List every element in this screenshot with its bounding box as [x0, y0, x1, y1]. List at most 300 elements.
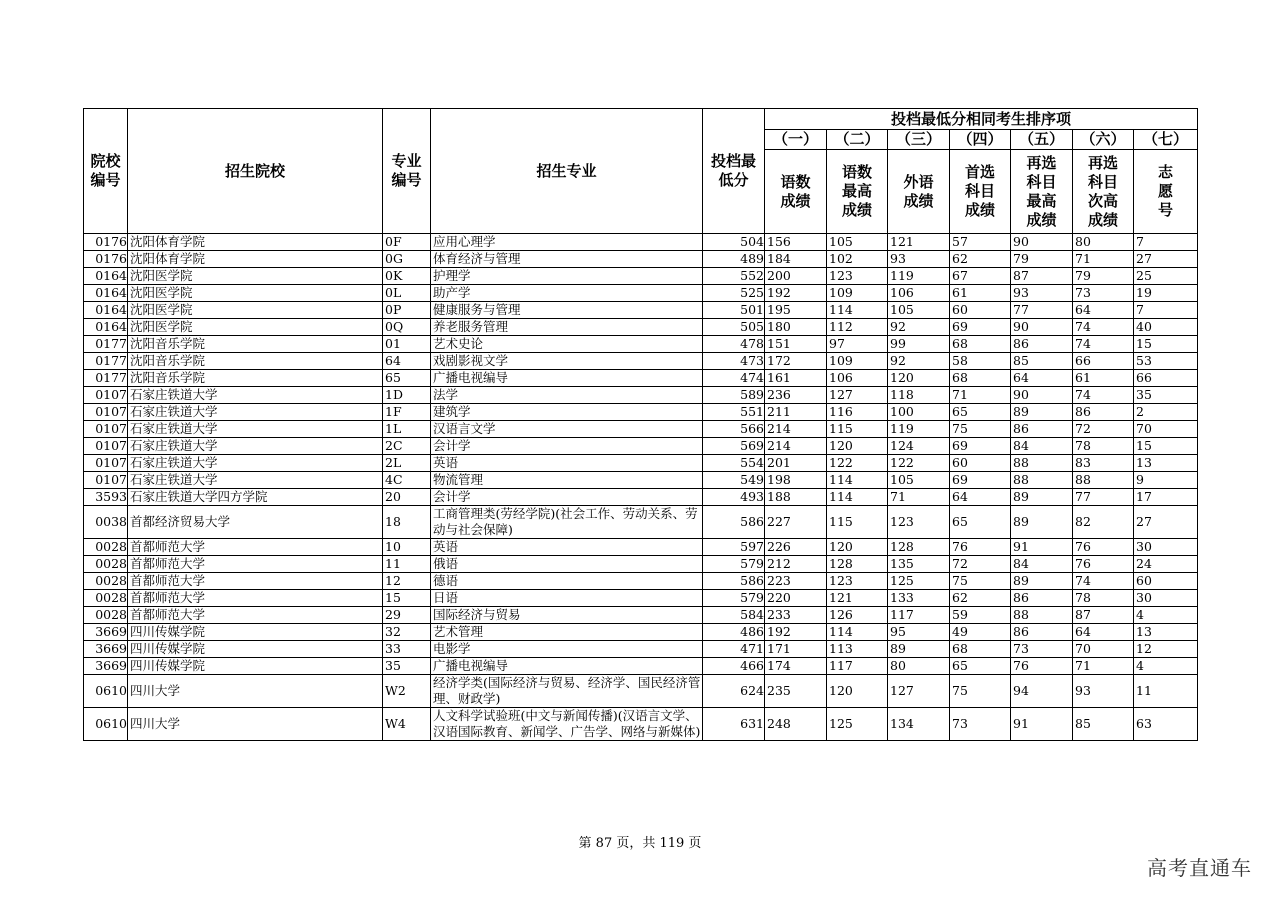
min-score-cell: 579	[703, 590, 765, 607]
rank-value-cell: 120	[827, 438, 888, 455]
major-name-cell: 德语	[431, 573, 703, 590]
school-name-cell: 首都师范大学	[128, 539, 383, 556]
rank-value-cell: 79	[1011, 251, 1073, 268]
major-name-cell: 广播电视编导	[431, 370, 703, 387]
rank-value-cell: 27	[1134, 251, 1198, 268]
table-row	[84, 455, 1198, 472]
rank-value-cell: 73	[950, 708, 1011, 741]
rank-value-cell: 72	[950, 556, 1011, 573]
rank-value-cell: 125	[888, 573, 950, 590]
table-row	[84, 387, 1198, 404]
rank-value-cell: 30	[1134, 539, 1198, 556]
min-score-cell: 489	[703, 251, 765, 268]
school-name-cell: 石家庄铁道大学	[128, 404, 383, 421]
rank-value-cell: 9	[1134, 472, 1198, 489]
school-code-cell: 0028	[84, 573, 128, 590]
header-rank-item: 志愿号	[1134, 150, 1198, 234]
school-code-cell: 0107	[84, 455, 128, 472]
rank-value-cell: 85	[1011, 353, 1073, 370]
major-name-cell: 养老服务管理	[431, 319, 703, 336]
rank-value-cell: 89	[1011, 404, 1073, 421]
min-score-cell: 493	[703, 489, 765, 506]
major-code-cell: 01	[383, 336, 431, 353]
table-row	[84, 302, 1198, 319]
table-row	[84, 708, 1198, 741]
rank-value-cell: 192	[765, 624, 827, 641]
table-row	[84, 539, 1198, 556]
rank-value-cell: 75	[950, 675, 1011, 708]
school-code-cell: 0164	[84, 268, 128, 285]
major-name-cell: 法学	[431, 387, 703, 404]
rank-value-cell: 88	[1011, 607, 1073, 624]
header-school-code: 院校编号	[84, 109, 128, 234]
major-code-cell: 0Q	[383, 319, 431, 336]
rank-value-cell: 87	[1073, 607, 1134, 624]
rank-value-cell: 114	[827, 472, 888, 489]
rank-value-cell: 88	[1011, 455, 1073, 472]
min-score-cell: 471	[703, 641, 765, 658]
rank-value-cell: 60	[950, 455, 1011, 472]
rank-value-cell: 64	[1011, 370, 1073, 387]
rank-value-cell: 120	[827, 539, 888, 556]
school-name-cell: 石家庄铁道大学	[128, 421, 383, 438]
school-name-cell: 石家庄铁道大学	[128, 438, 383, 455]
school-name-cell: 沈阳医学院	[128, 285, 383, 302]
header-rank-num: （四）	[950, 130, 1011, 150]
school-code-cell: 3669	[84, 658, 128, 675]
major-name-cell: 汉语言文学	[431, 421, 703, 438]
rank-value-cell: 63	[1134, 708, 1198, 741]
school-name-cell: 石家庄铁道大学	[128, 455, 383, 472]
header-major: 招生专业	[431, 109, 703, 234]
rank-value-cell: 88	[1011, 472, 1073, 489]
school-name-cell: 沈阳医学院	[128, 268, 383, 285]
rank-value-cell: 19	[1134, 285, 1198, 302]
rank-value-cell: 95	[888, 624, 950, 641]
table-row	[84, 573, 1198, 590]
header-rank-item: 语数最高成绩	[827, 150, 888, 234]
school-name-cell: 沈阳音乐学院	[128, 336, 383, 353]
rank-value-cell: 124	[888, 438, 950, 455]
header-rank-item: 语数成绩	[765, 150, 827, 234]
rank-value-cell: 105	[888, 472, 950, 489]
min-score-cell: 586	[703, 573, 765, 590]
table-row	[84, 268, 1198, 285]
header-rank-num: （六）	[1073, 130, 1134, 150]
rank-value-cell: 73	[1073, 285, 1134, 302]
rank-value-cell: 15	[1134, 336, 1198, 353]
rank-value-cell: 200	[765, 268, 827, 285]
major-code-cell: 18	[383, 506, 431, 539]
rank-value-cell: 79	[1073, 268, 1134, 285]
rank-value-cell: 126	[827, 607, 888, 624]
rank-value-cell: 84	[1011, 556, 1073, 573]
major-code-cell: 65	[383, 370, 431, 387]
school-name-cell: 沈阳体育学院	[128, 251, 383, 268]
header-school: 招生院校	[128, 109, 383, 234]
rank-value-cell: 90	[1011, 387, 1073, 404]
rank-value-cell: 127	[827, 387, 888, 404]
school-code-cell: 0028	[84, 556, 128, 573]
rank-value-cell: 74	[1073, 387, 1134, 404]
min-score-cell: 584	[703, 607, 765, 624]
school-code-cell: 0164	[84, 302, 128, 319]
rank-value-cell: 109	[827, 353, 888, 370]
major-name-cell: 工商管理类(劳经学院)(社会工作、劳动关系、劳动与社会保障)	[431, 506, 703, 539]
major-code-cell: 33	[383, 641, 431, 658]
rank-value-cell: 86	[1011, 624, 1073, 641]
major-code-cell: 35	[383, 658, 431, 675]
rank-value-cell: 70	[1073, 641, 1134, 658]
rank-value-cell: 57	[950, 234, 1011, 251]
major-name-cell: 俄语	[431, 556, 703, 573]
school-code-cell: 0107	[84, 404, 128, 421]
major-name-cell: 电影学	[431, 641, 703, 658]
rank-value-cell: 235	[765, 675, 827, 708]
school-code-cell: 3669	[84, 624, 128, 641]
min-score-cell: 549	[703, 472, 765, 489]
rank-value-cell: 74	[1073, 319, 1134, 336]
major-code-cell: 1L	[383, 421, 431, 438]
rank-value-cell: 128	[888, 539, 950, 556]
rank-value-cell: 4	[1134, 658, 1198, 675]
rank-value-cell: 117	[827, 658, 888, 675]
table-row	[84, 489, 1198, 506]
rank-value-cell: 17	[1134, 489, 1198, 506]
rank-value-cell: 212	[765, 556, 827, 573]
min-score-cell: 478	[703, 336, 765, 353]
school-name-cell: 沈阳医学院	[128, 319, 383, 336]
rank-value-cell: 120	[888, 370, 950, 387]
rank-value-cell: 201	[765, 455, 827, 472]
rank-value-cell: 120	[827, 675, 888, 708]
school-name-cell: 沈阳医学院	[128, 302, 383, 319]
min-score-cell: 552	[703, 268, 765, 285]
min-score-cell: 569	[703, 438, 765, 455]
rank-value-cell: 214	[765, 421, 827, 438]
min-score-cell: 525	[703, 285, 765, 302]
min-score-cell: 501	[703, 302, 765, 319]
major-name-cell: 经济学类(国际经济与贸易、经济学、国民经济管理、财政学)	[431, 675, 703, 708]
major-name-cell: 艺术管理	[431, 624, 703, 641]
rank-value-cell: 72	[1073, 421, 1134, 438]
rank-value-cell: 122	[827, 455, 888, 472]
rank-value-cell: 109	[827, 285, 888, 302]
rank-value-cell: 89	[888, 641, 950, 658]
table-row	[84, 319, 1198, 336]
rank-value-cell: 74	[1073, 573, 1134, 590]
school-code-cell: 0028	[84, 539, 128, 556]
rank-value-cell: 88	[1073, 472, 1134, 489]
table-row	[84, 472, 1198, 489]
table-row	[84, 234, 1198, 251]
major-code-cell: W4	[383, 708, 431, 741]
min-score-cell: 579	[703, 556, 765, 573]
rank-value-cell: 91	[1011, 708, 1073, 741]
rank-value-cell: 106	[827, 370, 888, 387]
school-code-cell: 3593	[84, 489, 128, 506]
rank-value-cell: 97	[827, 336, 888, 353]
school-code-cell: 0610	[84, 708, 128, 741]
rank-value-cell: 123	[827, 268, 888, 285]
rank-value-cell: 93	[1073, 675, 1134, 708]
rank-value-cell: 125	[827, 708, 888, 741]
rank-value-cell: 122	[888, 455, 950, 472]
rank-value-cell: 172	[765, 353, 827, 370]
table-row	[84, 370, 1198, 387]
major-name-cell: 物流管理	[431, 472, 703, 489]
rank-value-cell: 156	[765, 234, 827, 251]
rank-value-cell: 77	[1073, 489, 1134, 506]
rank-value-cell: 4	[1134, 607, 1198, 624]
rank-value-cell: 214	[765, 438, 827, 455]
rank-value-cell: 67	[950, 268, 1011, 285]
rank-value-cell: 62	[950, 251, 1011, 268]
table-row	[84, 421, 1198, 438]
rank-value-cell: 233	[765, 607, 827, 624]
rank-value-cell: 227	[765, 506, 827, 539]
school-name-cell: 首都师范大学	[128, 556, 383, 573]
header-rank-num: （一）	[765, 130, 827, 150]
major-name-cell: 日语	[431, 590, 703, 607]
table-row	[84, 506, 1198, 539]
school-name-cell: 四川传媒学院	[128, 641, 383, 658]
min-score-cell: 505	[703, 319, 765, 336]
header-rank-num: （三）	[888, 130, 950, 150]
header-min-score: 投档最低分	[703, 109, 765, 234]
school-code-cell: 0107	[84, 438, 128, 455]
rank-value-cell: 61	[950, 285, 1011, 302]
page-footer: 第 87 页，共 119 页	[578, 836, 702, 851]
rank-value-cell: 92	[888, 353, 950, 370]
rank-value-cell: 106	[888, 285, 950, 302]
rank-value-cell: 133	[888, 590, 950, 607]
table-row	[84, 556, 1198, 573]
major-code-cell: 0K	[383, 268, 431, 285]
rank-value-cell: 85	[1073, 708, 1134, 741]
rank-value-cell: 80	[888, 658, 950, 675]
rank-value-cell: 66	[1134, 370, 1198, 387]
rank-value-cell: 86	[1011, 421, 1073, 438]
rank-value-cell: 62	[950, 590, 1011, 607]
rank-value-cell: 58	[950, 353, 1011, 370]
major-code-cell: 2C	[383, 438, 431, 455]
major-name-cell: 助产学	[431, 285, 703, 302]
rank-value-cell: 161	[765, 370, 827, 387]
rank-value-cell: 248	[765, 708, 827, 741]
min-score-cell: 466	[703, 658, 765, 675]
rank-value-cell: 174	[765, 658, 827, 675]
rank-value-cell: 77	[1011, 302, 1073, 319]
header-rank-item: 再选科目最高成绩	[1011, 150, 1073, 234]
header-rank-item: 再选科目次高成绩	[1073, 150, 1134, 234]
rank-value-cell: 119	[888, 421, 950, 438]
rank-value-cell: 184	[765, 251, 827, 268]
rank-value-cell: 7	[1134, 234, 1198, 251]
major-code-cell: W2	[383, 675, 431, 708]
rank-value-cell: 102	[827, 251, 888, 268]
rank-value-cell: 117	[888, 607, 950, 624]
major-name-cell: 戏剧影视文学	[431, 353, 703, 370]
rank-value-cell: 151	[765, 336, 827, 353]
rank-value-cell: 71	[1073, 658, 1134, 675]
school-code-cell: 0610	[84, 675, 128, 708]
admission-score-table	[83, 108, 1198, 741]
major-name-cell: 建筑学	[431, 404, 703, 421]
major-code-cell: 1F	[383, 404, 431, 421]
rank-value-cell: 69	[950, 438, 1011, 455]
major-code-cell: 0P	[383, 302, 431, 319]
min-score-cell: 504	[703, 234, 765, 251]
rank-value-cell: 91	[1011, 539, 1073, 556]
min-score-cell: 624	[703, 675, 765, 708]
rank-value-cell: 27	[1134, 506, 1198, 539]
rank-value-cell: 93	[888, 251, 950, 268]
rank-value-cell: 92	[888, 319, 950, 336]
rank-value-cell: 64	[1073, 302, 1134, 319]
major-code-cell: 12	[383, 573, 431, 590]
rank-value-cell: 94	[1011, 675, 1073, 708]
rank-value-cell: 78	[1073, 590, 1134, 607]
rank-value-cell: 12	[1134, 641, 1198, 658]
rank-value-cell: 134	[888, 708, 950, 741]
rank-value-cell: 188	[765, 489, 827, 506]
school-code-cell: 0164	[84, 285, 128, 302]
school-code-cell: 0177	[84, 336, 128, 353]
rank-value-cell: 236	[765, 387, 827, 404]
major-code-cell: 64	[383, 353, 431, 370]
rank-value-cell: 59	[950, 607, 1011, 624]
major-code-cell: 0F	[383, 234, 431, 251]
rank-value-cell: 135	[888, 556, 950, 573]
rank-value-cell: 65	[950, 404, 1011, 421]
major-code-cell: 15	[383, 590, 431, 607]
min-score-cell: 631	[703, 708, 765, 741]
major-name-cell: 人文科学试验班(中文与新闻传播)(汉语言文学、汉语国际教育、新闻学、广告学、网络与新媒体)	[431, 708, 703, 741]
rank-value-cell: 192	[765, 285, 827, 302]
major-name-cell: 国际经济与贸易	[431, 607, 703, 624]
school-code-cell: 3669	[84, 641, 128, 658]
rank-value-cell: 40	[1134, 319, 1198, 336]
school-code-cell: 0107	[84, 472, 128, 489]
table-row	[84, 641, 1198, 658]
rank-value-cell: 71	[950, 387, 1011, 404]
school-name-cell: 沈阳音乐学院	[128, 370, 383, 387]
rank-value-cell: 100	[888, 404, 950, 421]
rank-value-cell: 86	[1011, 336, 1073, 353]
table-row	[84, 624, 1198, 641]
school-name-cell: 石家庄铁道大学	[128, 472, 383, 489]
rank-value-cell: 115	[827, 421, 888, 438]
rank-value-cell: 127	[888, 675, 950, 708]
table-row	[84, 404, 1198, 421]
rank-value-cell: 114	[827, 302, 888, 319]
min-score-cell: 486	[703, 624, 765, 641]
rank-value-cell: 65	[950, 506, 1011, 539]
rank-value-cell: 15	[1134, 438, 1198, 455]
rank-value-cell: 220	[765, 590, 827, 607]
header-rank-num: （二）	[827, 130, 888, 150]
major-code-cell: 32	[383, 624, 431, 641]
major-name-cell: 体育经济与管理	[431, 251, 703, 268]
rank-value-cell: 68	[950, 370, 1011, 387]
school-name-cell: 四川大学	[128, 708, 383, 741]
rank-value-cell: 71	[888, 489, 950, 506]
school-name-cell: 沈阳音乐学院	[128, 353, 383, 370]
school-code-cell: 0176	[84, 234, 128, 251]
rank-value-cell: 86	[1011, 590, 1073, 607]
header-major-code: 专业编号	[383, 109, 431, 234]
rank-value-cell: 90	[1011, 234, 1073, 251]
rank-value-cell: 13	[1134, 455, 1198, 472]
rank-value-cell: 83	[1073, 455, 1134, 472]
school-code-cell: 0164	[84, 319, 128, 336]
min-score-cell: 586	[703, 506, 765, 539]
major-code-cell: 4C	[383, 472, 431, 489]
table-row	[84, 607, 1198, 624]
rank-value-cell: 128	[827, 556, 888, 573]
header-rank-group: 投档最低分相同考生排序项	[765, 109, 1198, 130]
major-name-cell: 广播电视编导	[431, 658, 703, 675]
header-rank-item: 外语成绩	[888, 150, 950, 234]
school-name-cell: 首都经济贸易大学	[128, 506, 383, 539]
rank-value-cell: 121	[827, 590, 888, 607]
rank-value-cell: 82	[1073, 506, 1134, 539]
min-score-cell: 589	[703, 387, 765, 404]
rank-value-cell: 105	[888, 302, 950, 319]
rank-value-cell: 90	[1011, 319, 1073, 336]
school-code-cell: 0177	[84, 353, 128, 370]
rank-value-cell: 69	[950, 472, 1011, 489]
rank-value-cell: 89	[1011, 506, 1073, 539]
rank-value-cell: 75	[950, 421, 1011, 438]
min-score-cell: 597	[703, 539, 765, 556]
rank-value-cell: 121	[888, 234, 950, 251]
rank-value-cell: 93	[1011, 285, 1073, 302]
rank-value-cell: 7	[1134, 302, 1198, 319]
major-name-cell: 英语	[431, 539, 703, 556]
rank-value-cell: 226	[765, 539, 827, 556]
rank-value-cell: 66	[1073, 353, 1134, 370]
rank-value-cell: 76	[950, 539, 1011, 556]
rank-value-cell: 84	[1011, 438, 1073, 455]
rank-value-cell: 198	[765, 472, 827, 489]
rank-value-cell: 74	[1073, 336, 1134, 353]
school-name-cell: 沈阳体育学院	[128, 234, 383, 251]
rank-value-cell: 114	[827, 489, 888, 506]
major-code-cell: 1D	[383, 387, 431, 404]
min-score-cell: 566	[703, 421, 765, 438]
rank-value-cell: 69	[950, 319, 1011, 336]
rank-value-cell: 64	[1073, 624, 1134, 641]
rank-value-cell: 65	[950, 658, 1011, 675]
rank-value-cell: 71	[1073, 251, 1134, 268]
rank-value-cell: 113	[827, 641, 888, 658]
rank-value-cell: 25	[1134, 268, 1198, 285]
rank-value-cell: 105	[827, 234, 888, 251]
rank-value-cell: 73	[1011, 641, 1073, 658]
rank-value-cell: 11	[1134, 675, 1198, 708]
rank-value-cell: 2	[1134, 404, 1198, 421]
rank-value-cell: 86	[1073, 404, 1134, 421]
rank-value-cell: 35	[1134, 387, 1198, 404]
school-name-cell: 四川传媒学院	[128, 624, 383, 641]
major-code-cell: 0L	[383, 285, 431, 302]
school-code-cell: 0176	[84, 251, 128, 268]
major-code-cell: 0G	[383, 251, 431, 268]
rank-value-cell: 89	[1011, 489, 1073, 506]
rank-value-cell: 30	[1134, 590, 1198, 607]
